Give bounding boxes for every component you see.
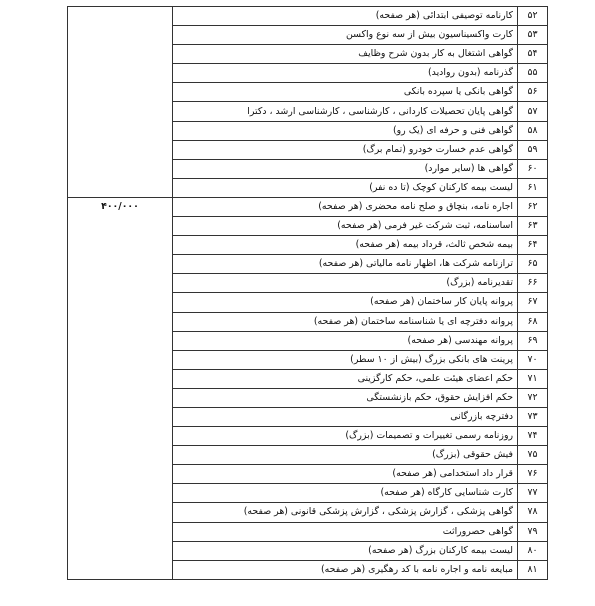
row-number: ۷۱	[518, 369, 548, 388]
row-description: پروانه مهندسی (هر صفحه)	[173, 331, 518, 350]
row-number: ۷۸	[518, 503, 548, 522]
row-description: فیش حقوقی (بزرگ)	[173, 446, 518, 465]
row-description: پرینت های بانکی بزرگ (بیش از ۱۰ سطر)	[173, 350, 518, 369]
row-number: ۶۰	[518, 159, 548, 178]
row-description: لیست بیمه کارکنان بزرگ (هر صفحه)	[173, 541, 518, 560]
row-number: ۶۴	[518, 236, 548, 255]
row-number: ۵۹	[518, 140, 548, 159]
row-description: دفترچه بازرگانی	[173, 407, 518, 426]
row-number: ۷۲	[518, 388, 548, 407]
row-description: اساسنامه، ثبت شرکت غیر فرمی (هر صفحه)	[173, 217, 518, 236]
row-description: بیمه شخص ثالث، قرداد بیمه (هر صفحه)	[173, 236, 518, 255]
row-number: ۶۶	[518, 274, 548, 293]
row-number: ۵۷	[518, 102, 548, 121]
row-number: ۵۵	[518, 64, 548, 83]
fee-table	[67, 6, 548, 580]
row-description: پروانه پایان کار ساختمان (هر صفحه)	[173, 293, 518, 312]
row-number: ۸۱	[518, 560, 548, 579]
group-fee-cell	[68, 7, 173, 198]
row-number: ۵۸	[518, 121, 548, 140]
row-description: پروانه دفترچه ای یا شناسنامه ساختمان (هر صفحه)	[173, 312, 518, 331]
group-fee-cell: ۴۰۰/۰۰۰	[68, 197, 173, 579]
row-description: مبایعه نامه و اجاره نامه با کد رهگیری (هر صفحه)	[173, 560, 518, 579]
row-description: روزنامه رسمی تغییرات و تصمیمات (بزرگ)	[173, 427, 518, 446]
row-description: گواهی پایان تحصیلات کاردانی ، کارشناسی ، کارشناسی ارشد ، دکترا	[173, 102, 518, 121]
row-description: گواهی بانکی یا سپرده بانکی	[173, 83, 518, 102]
row-description: قرار داد استخدامی (هر صفحه)	[173, 465, 518, 484]
table-row	[68, 197, 548, 216]
row-description: گواهی ها (سایر موارد)	[173, 159, 518, 178]
row-description: کارت شناسایی کارگاه (هر صفحه)	[173, 484, 518, 503]
row-number: ۷۷	[518, 484, 548, 503]
row-number: ۵۴	[518, 45, 548, 64]
row-number: ۶۱	[518, 178, 548, 197]
row-number: ۷۶	[518, 465, 548, 484]
row-number: ۷۵	[518, 446, 548, 465]
row-number: ۷۴	[518, 427, 548, 446]
fee-table-body	[68, 7, 548, 580]
row-number: ۶۸	[518, 312, 548, 331]
row-description: حکم اعضای هیئت علمی، حکم کارگزینی	[173, 369, 518, 388]
row-description: کارنامه توصیفی ابتدائی (هر صفحه)	[173, 7, 518, 26]
row-description: گواهی فنی و حرفه ای (یک رو)	[173, 121, 518, 140]
row-description: حکم افزایش حقوق، حکم بازنشستگی	[173, 388, 518, 407]
row-number: ۶۲	[518, 197, 548, 216]
row-description: گواهی اشتغال به کار بدون شرح وظایف	[173, 45, 518, 64]
row-description: گواهی عدم خسارت خودرو (تمام برگ)	[173, 140, 518, 159]
row-description: ترازنامه شرکت ها، اظهار نامه مالیاتی (هر صفحه)	[173, 255, 518, 274]
row-number: ۶۷	[518, 293, 548, 312]
row-number: ۸۰	[518, 541, 548, 560]
row-description: گواهی پزشکی ، گزارش پزشکی ، گزارش پزشکی قانونی (هر صفحه)	[173, 503, 518, 522]
row-description: لیست بیمه کارکنان کوچک (تا ده نفر)	[173, 178, 518, 197]
row-description: کارت واکسیناسیون بیش از سه نوع واکسن	[173, 26, 518, 45]
row-number: ۶۹	[518, 331, 548, 350]
row-number: ۵۲	[518, 7, 548, 26]
row-description: تقدیرنامه (بزرگ)	[173, 274, 518, 293]
row-number: ۷۹	[518, 522, 548, 541]
row-number: ۷۳	[518, 407, 548, 426]
row-description: گذرنامه (بدون روادید)	[173, 64, 518, 83]
table-row	[68, 7, 548, 26]
row-number: ۵۳	[518, 26, 548, 45]
row-number: ۶۵	[518, 255, 548, 274]
row-number: ۶۳	[518, 217, 548, 236]
row-description: گواهی حصروراثت	[173, 522, 518, 541]
row-description: اجاره نامه، بنچاق و صلح نامه محضری (هر صفحه)	[173, 197, 518, 216]
row-number: ۵۶	[518, 83, 548, 102]
row-number: ۷۰	[518, 350, 548, 369]
